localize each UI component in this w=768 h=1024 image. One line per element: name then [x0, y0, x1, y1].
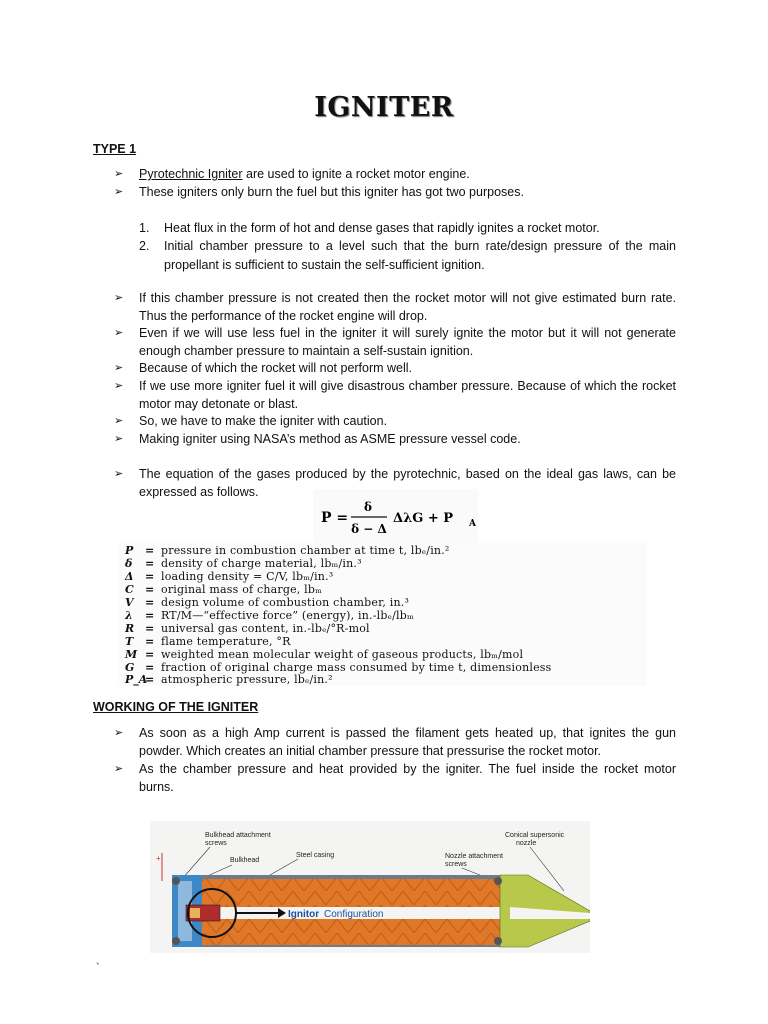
- label-steel-casing: Steel casing: [296, 852, 335, 859]
- bullet-text: As the chamber pressure and heat provided by the igniter. The fuel inside the rocket motor burns.: [139, 762, 676, 794]
- bullet-text: The equation of the gases produced by the pyrotechnic, based on the ideal gas laws, can be expressed as follows.: [139, 467, 676, 499]
- pyrotechnic-igniter-link: Pyrotechnic Igniter: [139, 167, 243, 181]
- arrow-bullet-icon: ➢: [114, 186, 124, 198]
- bullet-item: [114, 325, 676, 360]
- svg-text:screws: screws: [205, 840, 227, 847]
- svg-text:screws: screws: [445, 861, 467, 868]
- bullet-item: [114, 413, 676, 431]
- arrow-bullet-icon: ➢: [114, 763, 124, 775]
- arrow-bullet-icon: ➢: [114, 415, 124, 427]
- bullet-text: These igniters only burn the fuel but this igniter has got two purposes.: [139, 185, 524, 199]
- item-text: Initial chamber pressure to a level such that the burn rate/design pressure of the main propellant is sufficient to sustain the self-sufficient ignition.: [164, 239, 676, 272]
- label-configuration: Configuration: [324, 909, 384, 920]
- type1-heading: TYPE 1: [93, 142, 137, 156]
- legend-row: P_A = atmospheric pressure, lbₑ/in.²: [125, 673, 333, 686]
- bullet-text: are used to ignite a rocket motor engine.: [242, 167, 470, 181]
- label-bulkhead-screws: Bulkhead attachment: [205, 832, 271, 839]
- arrow-bullet-icon: ➢: [114, 292, 124, 304]
- arrow-bullet-icon: ➢: [114, 362, 124, 374]
- bullet-text: So, we have to make the igniter with caution.: [139, 414, 388, 428]
- rocket-motor-diagram: [150, 821, 590, 953]
- equation-rhs: ΔλG + P: [393, 511, 454, 526]
- bullet-item: [114, 166, 676, 184]
- numbered-item: [139, 219, 676, 238]
- symbol-legend-image: [119, 543, 647, 686]
- bullet-text: Because of which the rocket will not perform well.: [139, 361, 413, 375]
- legend-row: C = original mass of charge, lbₘ: [125, 583, 323, 596]
- arrow-bullet-icon: ➢: [114, 727, 124, 739]
- bullet-text: As soon as a high Amp current is passed the filament gets heated up, that ignites the gun powder. Which creates an initial chamber pressure that pressurise the rocket motor.: [139, 726, 676, 758]
- bullet-item: [114, 431, 676, 449]
- legend-row: λ = RT/M—“effective force” (energy), in.-lbₑ/lbₘ: [125, 609, 414, 622]
- legend-row: P = pressure in combustion chamber at time t, lbₑ/in.²: [125, 544, 450, 557]
- plus-terminal-icon: +: [156, 854, 161, 863]
- legend-row: T = flame temperature, °R: [125, 635, 291, 648]
- legend-row: M = weighted mean molecular weight of gaseous products, lbₘ/mol: [125, 648, 524, 661]
- legend-row: G = fraction of original charge mass consumed by time t, dimensionless: [125, 661, 552, 674]
- label-nozzle-screws: Nozzle attachment: [445, 853, 503, 860]
- bullet-text: If this chamber pressure is not created then the rocket motor will not give estimated burn rate. Thus the performance of the rocket engine will drop.: [139, 291, 676, 323]
- arrow-bullet-icon: ➢: [114, 327, 124, 339]
- arrow-bullet-icon: ➢: [114, 380, 124, 392]
- equation-numerator: δ: [363, 500, 373, 514]
- bullet-text: Making igniter using NASA’s method as ASME pressure vessel code.: [139, 432, 521, 446]
- svg-text:nozzle: nozzle: [516, 840, 537, 847]
- equation-denominator: δ − Δ: [351, 522, 387, 536]
- equation-lhs: P =: [321, 510, 349, 526]
- legend-row: V = design volume of combustion chamber, in.³: [125, 596, 410, 609]
- equation-image: [313, 489, 478, 545]
- bullet-text: Even if we will use less fuel in the igniter it will surely ignite the motor but it will not generate enough chamber pressure to maintain a self-sustain ignition.: [139, 326, 676, 358]
- bullet-item: [114, 360, 676, 378]
- numbered-item: [139, 237, 676, 274]
- bullet-item: [114, 761, 676, 796]
- bullet-item: [114, 290, 676, 325]
- arrow-bullet-icon: ➢: [114, 168, 124, 180]
- bullet-text: If we use more igniter fuel it will give disastrous chamber pressure. Because of which the rocket motor may detonate or blast.: [139, 379, 676, 411]
- bullet-item: [114, 184, 676, 202]
- stray-mark: `: [96, 962, 100, 974]
- item-number: 1.: [139, 221, 150, 235]
- label-conical-nozzle: Conical supersonic: [505, 832, 565, 839]
- arrow-bullet-icon: ➢: [114, 468, 124, 480]
- item-text: Heat flux in the form of hot and dense gases that rapidly ignites a rocket motor.: [164, 221, 600, 235]
- label-bulkhead: Bulkhead: [230, 857, 260, 864]
- legend-row: δ = density of charge material, lbₘ/in.³: [125, 557, 362, 570]
- legend-row: Δ = loading density = C/V, lbₘ/in.³: [125, 570, 334, 583]
- equation-rhs-subscript: A: [469, 519, 476, 529]
- working-heading: WORKING OF THE IGNITER: [93, 700, 259, 714]
- page-title: IGNITER: [314, 92, 454, 123]
- item-number: 2.: [139, 239, 150, 253]
- legend-row: R = universal gas content, in.-lbₑ/°R-mol: [125, 622, 370, 635]
- bullet-item: [114, 725, 676, 760]
- label-ignitor: Ignitor: [288, 909, 320, 920]
- bullet-item: [114, 378, 676, 413]
- arrow-bullet-icon: ➢: [114, 433, 124, 445]
